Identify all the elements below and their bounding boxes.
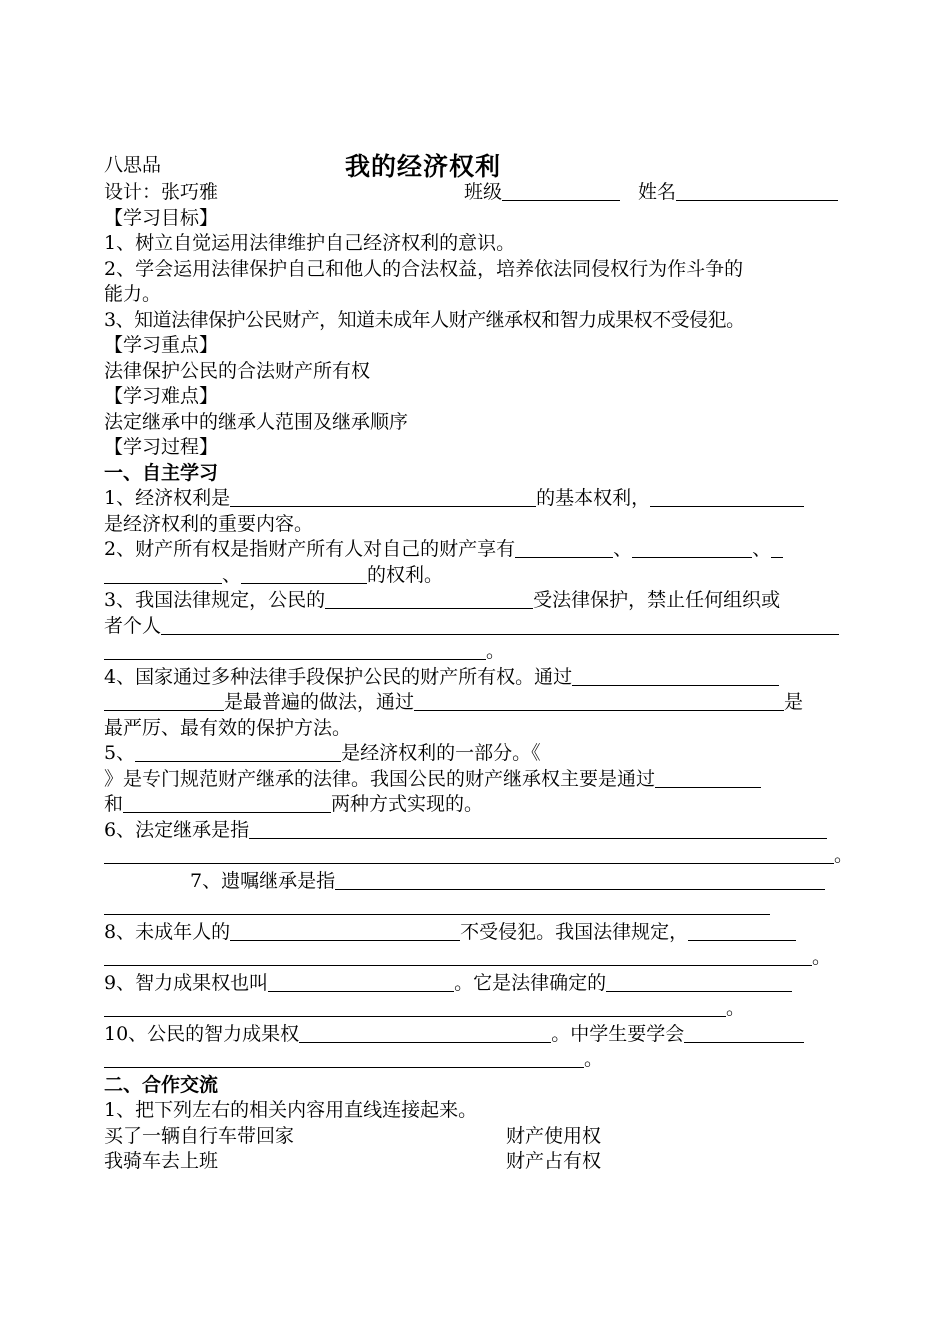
- match-right-item[interactable]: 财产使用权: [506, 1124, 602, 1147]
- class-blank[interactable]: [502, 181, 620, 201]
- name-blank[interactable]: [676, 181, 838, 201]
- q3-blank-1[interactable]: [325, 589, 533, 609]
- question-2: 2、财产所有权是指财产所有人对自己的财产享有 、 、: [104, 537, 847, 563]
- q2-blank-3b[interactable]: [104, 564, 222, 584]
- q1-blank-1[interactable]: [230, 487, 536, 507]
- section2-heading: 二、合作交流: [104, 1073, 219, 1096]
- question-4: 4、国家通过多种法律手段保护公民的财产所有权。通过: [104, 665, 847, 691]
- objective-item: 1、树立自觉运用法律维护自己经济权利的意识。: [104, 232, 516, 254]
- q9-blank-1[interactable]: [268, 972, 454, 992]
- question-1: 1、经济权利是 的基本权利，: [104, 486, 847, 512]
- name-field[interactable]: 姓名: [638, 180, 838, 206]
- q9-blank-2[interactable]: [606, 972, 792, 992]
- designer-label: 设计：张巧雅: [104, 181, 219, 203]
- question-6-cont: 。: [104, 843, 847, 869]
- q10-blank-1[interactable]: [299, 1023, 551, 1043]
- question-3-cont: 者个人: [104, 614, 847, 640]
- objective-item: 2、学会运用法律保护自己和他人的合法权益，培养依法同侵权行为作斗争的: [104, 257, 744, 280]
- q3-blank-3[interactable]: [104, 640, 486, 660]
- q2-blank-1[interactable]: [515, 538, 613, 558]
- q8-blank-1[interactable]: [230, 921, 460, 941]
- question-10: 10、公民的智力成果权 。中学生要学会: [104, 1022, 847, 1048]
- q9-blank-3[interactable]: [104, 997, 726, 1017]
- q7-blank-2[interactable]: [104, 895, 770, 915]
- question-4-cont2: 最严厉、最有效的保护方法。: [104, 716, 352, 739]
- question-5: 5、 是经济权利的一部分。《: [104, 742, 541, 764]
- question-1-cont: 是经济权利的重要内容。: [104, 512, 314, 535]
- q10-blank-2[interactable]: [684, 1023, 804, 1043]
- match-row: [104, 1149, 847, 1175]
- question-8-cont: 。: [104, 945, 847, 971]
- q6-blank-1[interactable]: [249, 819, 827, 839]
- question-3: 3、我国法律规定，公民的 受法律保护，禁止任何组织或: [104, 589, 781, 611]
- header-row: [104, 140, 847, 180]
- match-row: [104, 1124, 847, 1150]
- objectives-heading: 【学习目标】: [104, 206, 219, 229]
- question-3-cont2: 。: [104, 639, 847, 665]
- q2-blank-4[interactable]: [241, 564, 367, 584]
- q2-blank-2[interactable]: [632, 538, 752, 558]
- objective-item: 3、知道法律保护公民财产，知道未成年人财产继承权和智力成果权不受侵犯。: [104, 308, 745, 331]
- q2-blank-3a[interactable]: [771, 538, 783, 558]
- key-points-text: 法律保护公民的合法财产所有权: [104, 359, 371, 382]
- difficulties-text: 法定继承中的继承人范围及继承顺序: [104, 410, 409, 433]
- question-7-cont: [104, 894, 847, 920]
- question-10-cont: 。: [104, 1047, 847, 1073]
- question-9: 9、智力成果权也叫 。它是法律确定的: [104, 971, 847, 997]
- q5-blank-1[interactable]: [135, 742, 341, 762]
- q4-blank-1[interactable]: [572, 666, 779, 686]
- q10-blank-3[interactable]: [104, 1048, 584, 1068]
- section2-instruction: 1、把下列左右的相关内容用直线连接起来。: [104, 1099, 478, 1121]
- course-label: 八思品: [104, 154, 162, 176]
- q1-blank-2[interactable]: [650, 487, 804, 507]
- process-heading: 【学习过程】: [104, 436, 219, 458]
- q5-blank-3[interactable]: [123, 793, 331, 813]
- designer-row: [104, 180, 847, 206]
- question-9-cont: 。: [104, 996, 847, 1022]
- q3-blank-2[interactable]: [161, 615, 839, 635]
- question-4-cont: 是最普遍的做法，通过 是: [104, 690, 847, 716]
- q8-blank-3[interactable]: [104, 946, 812, 966]
- q4-blank-1b[interactable]: [104, 691, 224, 711]
- page-title: 我的经济权利: [345, 152, 502, 181]
- question-8: 8、未成年人的 不受侵犯。我国法律规定，: [104, 920, 847, 946]
- class-field[interactable]: 班级: [464, 180, 620, 206]
- question-5-cont: 》是专门规范财产继承的法律。我国公民的财产继承权主要是通过: [104, 767, 847, 793]
- q4-blank-2[interactable]: [414, 691, 784, 711]
- match-left-item[interactable]: 我骑车去上班: [104, 1150, 219, 1172]
- q6-blank-2[interactable]: [104, 844, 834, 864]
- question-7: 7、遗嘱继承是指: [104, 869, 847, 895]
- difficulties-heading: 【学习难点】: [104, 385, 219, 407]
- match-right-item[interactable]: 财产占有权: [506, 1150, 602, 1172]
- q8-blank-2[interactable]: [688, 921, 796, 941]
- question-6: 6、法定继承是指: [104, 818, 847, 844]
- section1-heading: 一、自主学习: [104, 461, 219, 484]
- question-5-cont2: 和 两种方式实现的。: [104, 793, 484, 815]
- q7-blank-1[interactable]: [335, 870, 825, 890]
- question-2-cont: 、 的权利。: [104, 563, 847, 589]
- q5-blank-2[interactable]: [655, 768, 761, 788]
- worksheet-page: [104, 140, 854, 1175]
- key-points-heading: 【学习重点】: [104, 334, 219, 356]
- match-left-item[interactable]: 买了一辆自行车带回家: [104, 1124, 295, 1147]
- objective-item: 能力。: [104, 283, 162, 305]
